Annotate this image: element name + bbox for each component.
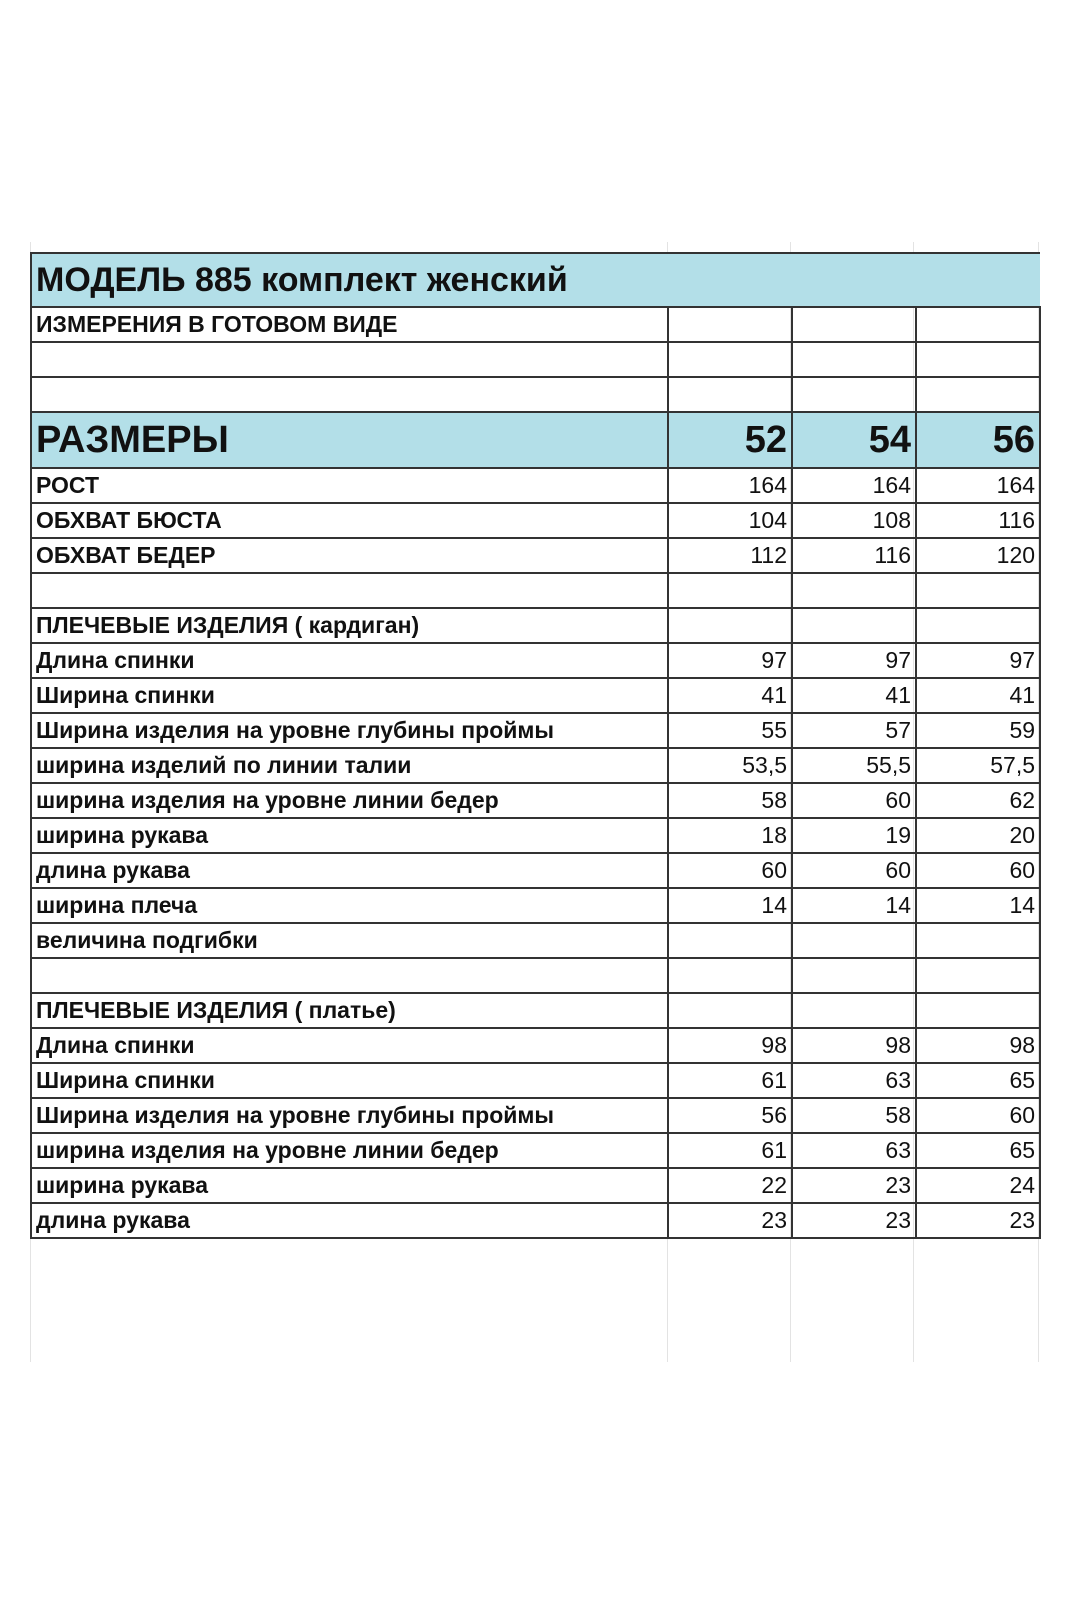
measurement-value: 116 <box>916 503 1040 538</box>
measurement-value: 63 <box>792 1063 916 1098</box>
measurement-row <box>31 1168 1040 1203</box>
measurement-value: 59 <box>916 713 1040 748</box>
row-label: длина рукава <box>31 853 668 888</box>
measurement-row <box>31 1098 1040 1133</box>
measurement-note: ИЗМЕРЕНИЯ В ГОТОВОМ ВИДЕ <box>31 307 668 342</box>
size-header: 56 <box>916 412 1040 468</box>
measurement-row <box>31 783 1040 818</box>
measurement-row <box>31 748 1040 783</box>
row-label: Ширина изделия на уровне глубины проймы <box>31 713 668 748</box>
measurement-row <box>31 713 1040 748</box>
measurement-row <box>31 888 1040 923</box>
measurement-value <box>792 573 916 608</box>
measurement-value <box>792 958 916 993</box>
row-label: Ширина спинки <box>31 1063 668 1098</box>
measurement-value: 61 <box>668 1133 792 1168</box>
measurement-value: 97 <box>668 643 792 678</box>
measurement-value: 23 <box>792 1203 916 1238</box>
row-label: Ширина спинки <box>31 678 668 713</box>
measurement-value: 55,5 <box>792 748 916 783</box>
row-label: ширина рукава <box>31 1168 668 1203</box>
body-measurement-row <box>31 538 1040 573</box>
measurement-value: 57 <box>792 713 916 748</box>
measurement-row <box>31 853 1040 888</box>
measurement-row <box>31 1028 1040 1063</box>
measurement-value: 60 <box>792 783 916 818</box>
measurement-value: 56 <box>668 1098 792 1133</box>
measurement-value: 58 <box>792 1098 916 1133</box>
row-label: ОБХВАТ БЮСТА <box>31 503 668 538</box>
row-label: ширина изделий по линии талии <box>31 748 668 783</box>
measurement-value: 164 <box>792 468 916 503</box>
section-title: ПЛЕЧЕВЫЕ ИЗДЕЛИЯ ( кардиган) <box>31 608 668 643</box>
measurement-value: 63 <box>792 1133 916 1168</box>
measurement-value <box>916 958 1040 993</box>
measurement-value: 62 <box>916 783 1040 818</box>
row-label: ширина плеча <box>31 888 668 923</box>
measurement-value: 61 <box>668 1063 792 1098</box>
measurement-value: 60 <box>916 853 1040 888</box>
measurement-value: 22 <box>668 1168 792 1203</box>
measurement-value <box>668 923 792 958</box>
body-measurement-row <box>31 503 1040 538</box>
measurement-value: 53,5 <box>668 748 792 783</box>
measurement-value: 23 <box>792 1168 916 1203</box>
row-label: ширина изделия на уровне линии бедер <box>31 783 668 818</box>
measurement-row <box>31 1133 1040 1168</box>
measurement-row <box>31 1063 1040 1098</box>
measurement-value: 14 <box>916 888 1040 923</box>
row-label: РОСТ <box>31 468 668 503</box>
measurement-value <box>792 923 916 958</box>
measurement-value: 98 <box>916 1028 1040 1063</box>
measurement-value: 97 <box>792 643 916 678</box>
measurement-value: 55 <box>668 713 792 748</box>
row-label: ширина рукава <box>31 818 668 853</box>
empty-row <box>31 573 1040 608</box>
empty-row <box>31 342 1040 377</box>
measurement-value <box>668 573 792 608</box>
measurement-value <box>668 958 792 993</box>
measurement-value: 57,5 <box>916 748 1040 783</box>
measurement-value: 58 <box>668 783 792 818</box>
measurement-row <box>31 923 1040 958</box>
measurement-value: 20 <box>916 818 1040 853</box>
measurement-value: 19 <box>792 818 916 853</box>
size-header: 54 <box>792 412 916 468</box>
sizes-label: РАЗМЕРЫ <box>31 412 668 468</box>
measurement-value: 60 <box>792 853 916 888</box>
measurement-value: 23 <box>668 1203 792 1238</box>
body-measurement-row <box>31 468 1040 503</box>
measurement-value: 65 <box>916 1133 1040 1168</box>
row-label: ОБХВАТ БЕДЕР <box>31 538 668 573</box>
measurement-value: 41 <box>916 678 1040 713</box>
subtitle-row <box>31 307 1040 342</box>
spreadsheet <box>10 242 1050 1362</box>
measurement-value: 60 <box>916 1098 1040 1133</box>
measurement-value: 14 <box>792 888 916 923</box>
section-header-row <box>31 993 1040 1028</box>
size-chart-table <box>30 252 1041 1239</box>
empty-row <box>31 958 1040 993</box>
measurement-value: 97 <box>916 643 1040 678</box>
empty-row <box>31 377 1040 412</box>
measurement-value: 41 <box>792 678 916 713</box>
measurement-value: 23 <box>916 1203 1040 1238</box>
row-label: Длина спинки <box>31 643 668 678</box>
model-title: МОДЕЛЬ 885 комплект женский <box>31 253 1040 307</box>
measurement-value: 65 <box>916 1063 1040 1098</box>
row-label: длина рукава <box>31 1203 668 1238</box>
measurement-value <box>916 923 1040 958</box>
measurement-row <box>31 818 1040 853</box>
measurement-value: 120 <box>916 538 1040 573</box>
measurement-value: 18 <box>668 818 792 853</box>
measurement-value: 60 <box>668 853 792 888</box>
measurement-row <box>31 643 1040 678</box>
section-header-row <box>31 608 1040 643</box>
measurement-value: 116 <box>792 538 916 573</box>
measurement-value: 98 <box>668 1028 792 1063</box>
measurement-value: 108 <box>792 503 916 538</box>
size-header: 52 <box>668 412 792 468</box>
section-title: ПЛЕЧЕВЫЕ ИЗДЕЛИЯ ( платье) <box>31 993 668 1028</box>
title-row <box>31 253 1040 307</box>
row-label <box>31 573 668 608</box>
row-label: Ширина изделия на уровне глубины проймы <box>31 1098 668 1133</box>
measurement-value: 24 <box>916 1168 1040 1203</box>
row-label: ширина изделия на уровне линии бедер <box>31 1133 668 1168</box>
measurement-value: 98 <box>792 1028 916 1063</box>
measurement-value: 164 <box>668 468 792 503</box>
measurement-row <box>31 678 1040 713</box>
measurement-row <box>31 1203 1040 1238</box>
measurement-value: 164 <box>916 468 1040 503</box>
row-label: Длина спинки <box>31 1028 668 1063</box>
measurement-value: 14 <box>668 888 792 923</box>
measurement-value <box>916 573 1040 608</box>
measurement-value: 112 <box>668 538 792 573</box>
row-label: величина подгибки <box>31 923 668 958</box>
measurement-value: 104 <box>668 503 792 538</box>
sizes-row <box>31 412 1040 468</box>
measurement-value: 41 <box>668 678 792 713</box>
row-label <box>31 958 668 993</box>
